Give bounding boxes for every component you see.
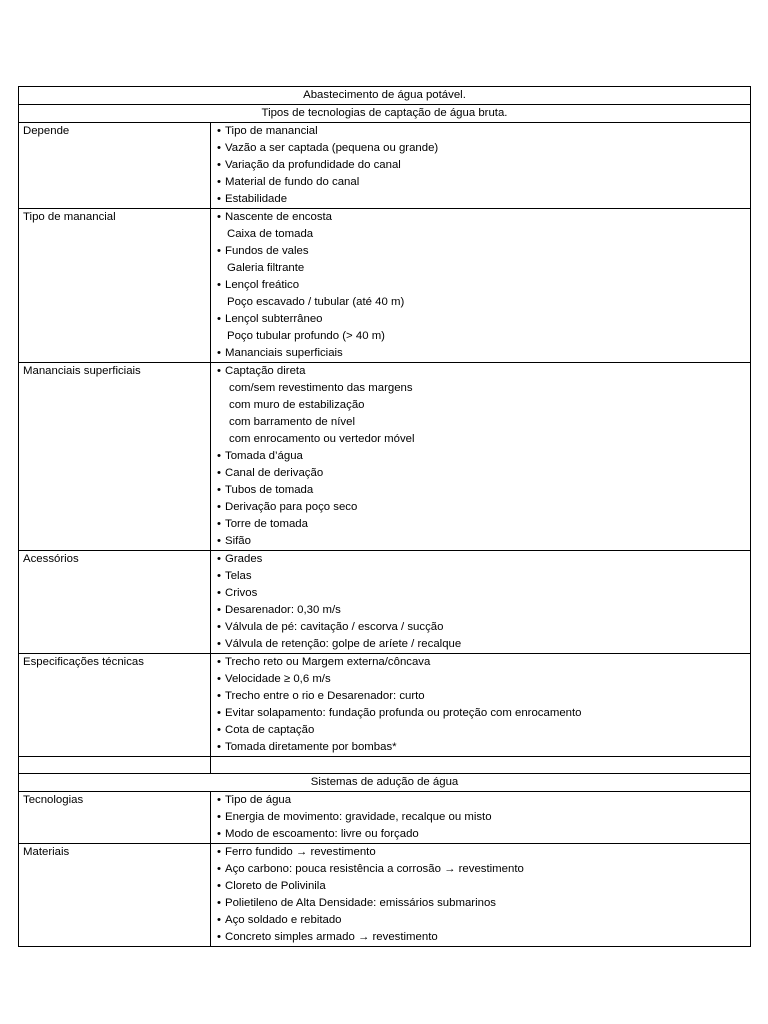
bullet-icon: •	[217, 193, 221, 205]
list-item-text: Cota de captação	[225, 724, 315, 736]
list-item	[215, 482, 746, 499]
row-label: Acessórios	[19, 551, 211, 654]
list-item	[215, 895, 746, 912]
list-subitem: Galeria filtrante	[227, 262, 305, 274]
section-heading: Tipos de tecnologias de captação de água bruta.	[19, 105, 751, 123]
list-item	[215, 688, 746, 705]
bullet-icon: •	[217, 621, 221, 633]
list-item	[215, 345, 746, 362]
bullet-icon: •	[217, 125, 221, 137]
list-item-text: Desarenador: 0,30 m/s	[225, 604, 341, 616]
list-item-text: Aço soldado e rebitado	[225, 914, 342, 926]
bullet-icon: •	[217, 501, 221, 513]
bullet-icon: •	[217, 656, 221, 668]
bullet-list-cell	[211, 363, 751, 551]
list-item	[215, 174, 746, 191]
list-item-text: Tubos de tomada	[225, 484, 314, 496]
list-item-text: Grades	[225, 553, 263, 565]
list-item-text: Estabilidade	[225, 193, 288, 205]
bullet-icon: •	[217, 211, 221, 223]
bullet-icon: •	[217, 794, 221, 806]
list-item	[215, 861, 746, 878]
empty-cell	[19, 757, 211, 774]
table-row	[19, 363, 751, 551]
list-item	[215, 140, 746, 157]
bullet-icon: •	[217, 245, 221, 257]
table-row	[19, 654, 751, 757]
row-label: Tecnologias	[19, 792, 211, 844]
bullet-icon: •	[217, 159, 221, 171]
bullet-list-cell	[211, 551, 751, 654]
bullet-icon: •	[217, 673, 221, 685]
bullet-icon: •	[217, 279, 221, 291]
list-item	[215, 636, 746, 653]
list-item	[215, 844, 746, 861]
list-item	[215, 363, 746, 380]
list-item-text: Variação da profundidade do canal	[225, 159, 401, 171]
list-item-text: Tomada diretamente por bombas*	[225, 741, 397, 753]
bullet-list-cell	[211, 123, 751, 209]
bullet-icon: •	[217, 518, 221, 530]
list-item-text: Cloreto de Polivinila	[225, 880, 326, 892]
list-item	[215, 209, 746, 226]
bullet-icon: •	[217, 811, 221, 823]
list-item	[215, 705, 746, 722]
list-item-text: Crivos	[225, 587, 258, 599]
bullet-icon: •	[217, 846, 221, 858]
bullet-icon: •	[217, 587, 221, 599]
list-item-text: Mananciais superficiais	[225, 347, 343, 359]
list-item-text: Sifão	[225, 535, 251, 547]
table-row	[19, 792, 751, 844]
list-item	[215, 123, 746, 140]
bullet-list-cell	[211, 844, 751, 947]
empty-cell	[211, 757, 751, 774]
bullet-icon: •	[217, 535, 221, 547]
list-item-text: Derivação para poço seco	[225, 501, 358, 513]
bullet-icon: •	[217, 450, 221, 462]
list-item-text: Concreto simples armado → revestimento	[225, 931, 438, 943]
row-label: Tipo de manancial	[19, 209, 211, 363]
section-heading-row	[19, 105, 751, 123]
bullet-icon: •	[217, 176, 221, 188]
list-item-text: Canal de derivação	[225, 467, 324, 479]
list-item-text: Trecho reto ou Margem externa/côncava	[225, 656, 431, 668]
bullet-icon: •	[217, 313, 221, 325]
list-item-text: Telas	[225, 570, 252, 582]
bullet-list-cell	[211, 792, 751, 844]
bullet-icon: •	[217, 604, 221, 616]
bullet-icon: •	[217, 570, 221, 582]
list-item	[215, 533, 746, 550]
bullet-icon: •	[217, 897, 221, 909]
list-subitem: com barramento de nível	[229, 416, 355, 428]
list-subitem: Caixa de tomada	[227, 228, 314, 240]
list-item	[215, 499, 746, 516]
row-label: Mananciais superficiais	[19, 363, 211, 551]
list-subitem: com muro de estabilização	[229, 399, 365, 411]
list-item	[215, 671, 746, 688]
list-subitem: Poço escavado / tubular (até 40 m)	[227, 296, 405, 308]
list-item	[215, 929, 746, 946]
row-label: Depende	[19, 123, 211, 209]
bullet-icon: •	[217, 724, 221, 736]
list-item-text: Energia de movimento: gravidade, recalque ou misto	[225, 811, 492, 823]
table-row	[19, 551, 751, 654]
table-row	[19, 123, 751, 209]
bullet-icon: •	[217, 931, 221, 943]
bullet-icon: •	[217, 484, 221, 496]
bullet-icon: •	[217, 741, 221, 753]
list-item-text: Lençol freático	[225, 279, 300, 291]
table-row	[19, 844, 751, 947]
bullet-icon: •	[217, 707, 221, 719]
list-item	[215, 809, 746, 826]
list-item	[215, 157, 746, 174]
list-subitem: Poço tubular profundo (> 40 m)	[227, 330, 385, 342]
list-item	[215, 465, 746, 482]
bullet-icon: •	[217, 690, 221, 702]
bullet-icon: •	[217, 828, 221, 840]
list-item	[215, 912, 746, 929]
row-label: Materiais	[19, 844, 211, 947]
list-item	[215, 826, 746, 843]
list-item	[215, 568, 746, 585]
list-item-text: Evitar solapamento: fundação profunda ou proteção com enrocamento	[225, 707, 582, 719]
list-item-text: Material de fundo do canal	[225, 176, 360, 188]
list-item-text: Velocidade ≥ 0,6 m/s	[225, 673, 331, 685]
bullet-icon: •	[217, 467, 221, 479]
bullet-list-cell	[211, 654, 751, 757]
list-item-text: Fundos de vales	[225, 245, 309, 257]
list-item-text: Tipo de água	[225, 794, 292, 806]
bullet-list-cell	[211, 209, 751, 363]
list-item-text: Nascente de encosta	[225, 211, 333, 223]
list-item	[215, 191, 746, 208]
list-item-text: Válvula de pé: cavitação / escorva / sucção	[225, 621, 444, 633]
bullet-icon: •	[217, 553, 221, 565]
list-item	[215, 243, 746, 260]
list-item-text: Polietileno de Alta Densidade: emissários submarinos	[225, 897, 496, 909]
list-item-text: Trecho entre o rio e Desarenador: curto	[225, 690, 425, 702]
list-subitem: com/sem revestimento das margens	[229, 382, 413, 394]
list-item-text: Tipo de manancial	[225, 125, 318, 137]
title-row	[19, 87, 751, 105]
list-subitem: com enrocamento ou vertedor móvel	[229, 433, 415, 445]
list-item	[215, 311, 746, 328]
list-item-text: Vazão a ser captada (pequena ou grande)	[225, 142, 439, 154]
bullet-icon: •	[217, 914, 221, 926]
list-item	[215, 792, 746, 809]
bullet-icon: •	[217, 347, 221, 359]
empty-row	[19, 757, 751, 774]
list-item	[215, 878, 746, 895]
table-row	[19, 209, 751, 363]
list-item-text: Aço carbono: pouca resistência a corrosão → revestimento	[225, 863, 524, 875]
list-item-text: Lençol subterrâneo	[225, 313, 323, 325]
list-item	[215, 602, 746, 619]
list-item-text: Captação direta	[225, 365, 306, 377]
list-item	[215, 277, 746, 294]
list-item-text: Tomada d’água	[225, 450, 303, 462]
bullet-icon: •	[217, 142, 221, 154]
row-label: Especificações técnicas	[19, 654, 211, 757]
bullet-icon: •	[217, 880, 221, 892]
bullet-icon: •	[217, 638, 221, 650]
section-heading: Sistemas de adução de água	[19, 774, 751, 792]
list-item	[215, 619, 746, 636]
section-heading-row	[19, 774, 751, 792]
bullet-icon: •	[217, 863, 221, 875]
document-table	[18, 86, 751, 947]
list-item-text: Válvula de retenção: golpe de aríete / recalque	[225, 638, 462, 650]
list-item	[215, 722, 746, 739]
list-item	[215, 516, 746, 533]
list-item-text: Torre de tomada	[225, 518, 308, 530]
list-item-text: Modo de escoamento: livre ou forçado	[225, 828, 419, 840]
list-item	[215, 739, 746, 756]
list-item	[215, 585, 746, 602]
list-item	[215, 654, 746, 671]
document-table-body	[19, 87, 751, 947]
document-title: Abastecimento de água potável.	[19, 87, 751, 105]
bullet-icon: •	[217, 365, 221, 377]
list-item-text: Ferro fundido → revestimento	[225, 846, 376, 858]
list-item	[215, 448, 746, 465]
list-item	[215, 551, 746, 568]
